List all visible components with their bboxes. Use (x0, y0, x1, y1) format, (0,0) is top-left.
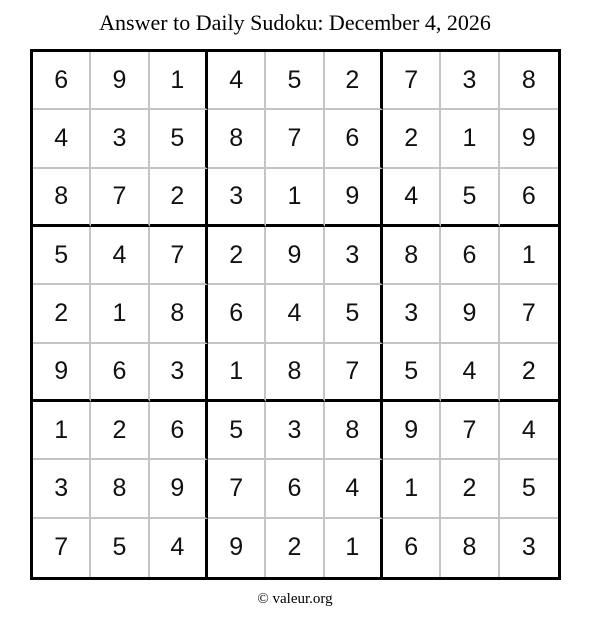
sudoku-cell: 1 (208, 344, 266, 402)
sudoku-cell: 4 (500, 402, 558, 460)
sudoku-cell: 6 (266, 460, 324, 518)
sudoku-cell: 3 (208, 169, 266, 227)
sudoku-cell: 9 (208, 519, 266, 577)
sudoku-cell: 3 (383, 285, 441, 343)
sudoku-cell: 6 (150, 402, 208, 460)
sudoku-cell: 8 (33, 169, 91, 227)
sudoku-cell: 7 (208, 460, 266, 518)
sudoku-cell: 1 (150, 52, 208, 110)
sudoku-cell: 6 (33, 52, 91, 110)
sudoku-cell: 7 (266, 110, 324, 168)
sudoku-cell: 3 (325, 227, 383, 285)
sudoku-cell: 5 (441, 169, 499, 227)
sudoku-cell: 4 (383, 169, 441, 227)
sudoku-cell: 8 (383, 227, 441, 285)
sudoku-cell: 5 (91, 519, 149, 577)
sudoku-cell: 2 (441, 460, 499, 518)
sudoku-cell: 4 (91, 227, 149, 285)
sudoku-cell: 6 (383, 519, 441, 577)
sudoku-cell: 4 (325, 460, 383, 518)
sudoku-cell: 1 (325, 519, 383, 577)
sudoku-cell: 1 (91, 285, 149, 343)
sudoku-cell: 5 (208, 402, 266, 460)
sudoku-cell: 4 (33, 110, 91, 168)
sudoku-cell: 8 (150, 285, 208, 343)
sudoku-cell: 8 (441, 519, 499, 577)
sudoku-cell: 5 (500, 460, 558, 518)
sudoku-cell: 1 (441, 110, 499, 168)
sudoku-cell: 4 (441, 344, 499, 402)
sudoku-cell: 2 (500, 344, 558, 402)
sudoku-cell: 1 (383, 460, 441, 518)
sudoku-cell: 8 (208, 110, 266, 168)
sudoku-cell: 8 (266, 344, 324, 402)
sudoku-cell: 6 (441, 227, 499, 285)
sudoku-cell: 7 (325, 344, 383, 402)
sudoku-cell: 9 (441, 285, 499, 343)
sudoku-cell: 1 (33, 402, 91, 460)
sudoku-cell: 9 (33, 344, 91, 402)
sudoku-cell: 2 (33, 285, 91, 343)
sudoku-cell: 4 (208, 52, 266, 110)
sudoku-cell: 3 (266, 402, 324, 460)
page-title: Answer to Daily Sudoku: December 4, 2026 (99, 10, 491, 35)
sudoku-cell: 8 (500, 52, 558, 110)
sudoku-cell: 9 (150, 460, 208, 518)
sudoku-cell: 2 (208, 227, 266, 285)
sudoku-cell: 5 (383, 344, 441, 402)
sudoku-cell: 5 (150, 110, 208, 168)
sudoku-cell: 4 (266, 285, 324, 343)
sudoku-cell: 8 (91, 460, 149, 518)
sudoku-cell: 6 (500, 169, 558, 227)
sudoku-cell: 9 (383, 402, 441, 460)
sudoku-cell: 4 (150, 519, 208, 577)
sudoku-cell: 9 (500, 110, 558, 168)
sudoku-cell: 1 (266, 169, 324, 227)
sudoku-cell: 3 (33, 460, 91, 518)
sudoku-cell: 6 (208, 285, 266, 343)
sudoku-cell: 7 (33, 519, 91, 577)
sudoku-cell: 5 (325, 285, 383, 343)
sudoku-cell: 3 (150, 344, 208, 402)
sudoku-cell: 5 (266, 52, 324, 110)
sudoku-cell: 7 (441, 402, 499, 460)
sudoku-cell: 7 (150, 227, 208, 285)
sudoku-cell: 5 (33, 227, 91, 285)
sudoku-cell: 6 (325, 110, 383, 168)
sudoku-cell: 2 (266, 519, 324, 577)
sudoku-cell: 2 (91, 402, 149, 460)
sudoku-cell: 7 (91, 169, 149, 227)
sudoku-cell: 9 (325, 169, 383, 227)
sudoku-cell: 3 (521, 533, 536, 562)
sudoku-cell: 3 (441, 52, 499, 110)
copyright-footer: © valeur.org (257, 591, 333, 607)
sudoku-cell: 8 (325, 402, 383, 460)
sudoku-cell: 9 (91, 52, 149, 110)
sudoku-cell: 3 (91, 110, 149, 168)
sudoku-cell: 2 (383, 110, 441, 168)
sudoku-board (30, 49, 561, 580)
sudoku-cell: 1 (500, 227, 558, 285)
sudoku-cell: 2 (150, 169, 208, 227)
sudoku-cell: 9 (266, 227, 324, 285)
sudoku-cell: 7 (500, 285, 558, 343)
sudoku-cell: 7 (383, 52, 441, 110)
sudoku-cell: 6 (91, 344, 149, 402)
sudoku-cell: 2 (325, 52, 383, 110)
